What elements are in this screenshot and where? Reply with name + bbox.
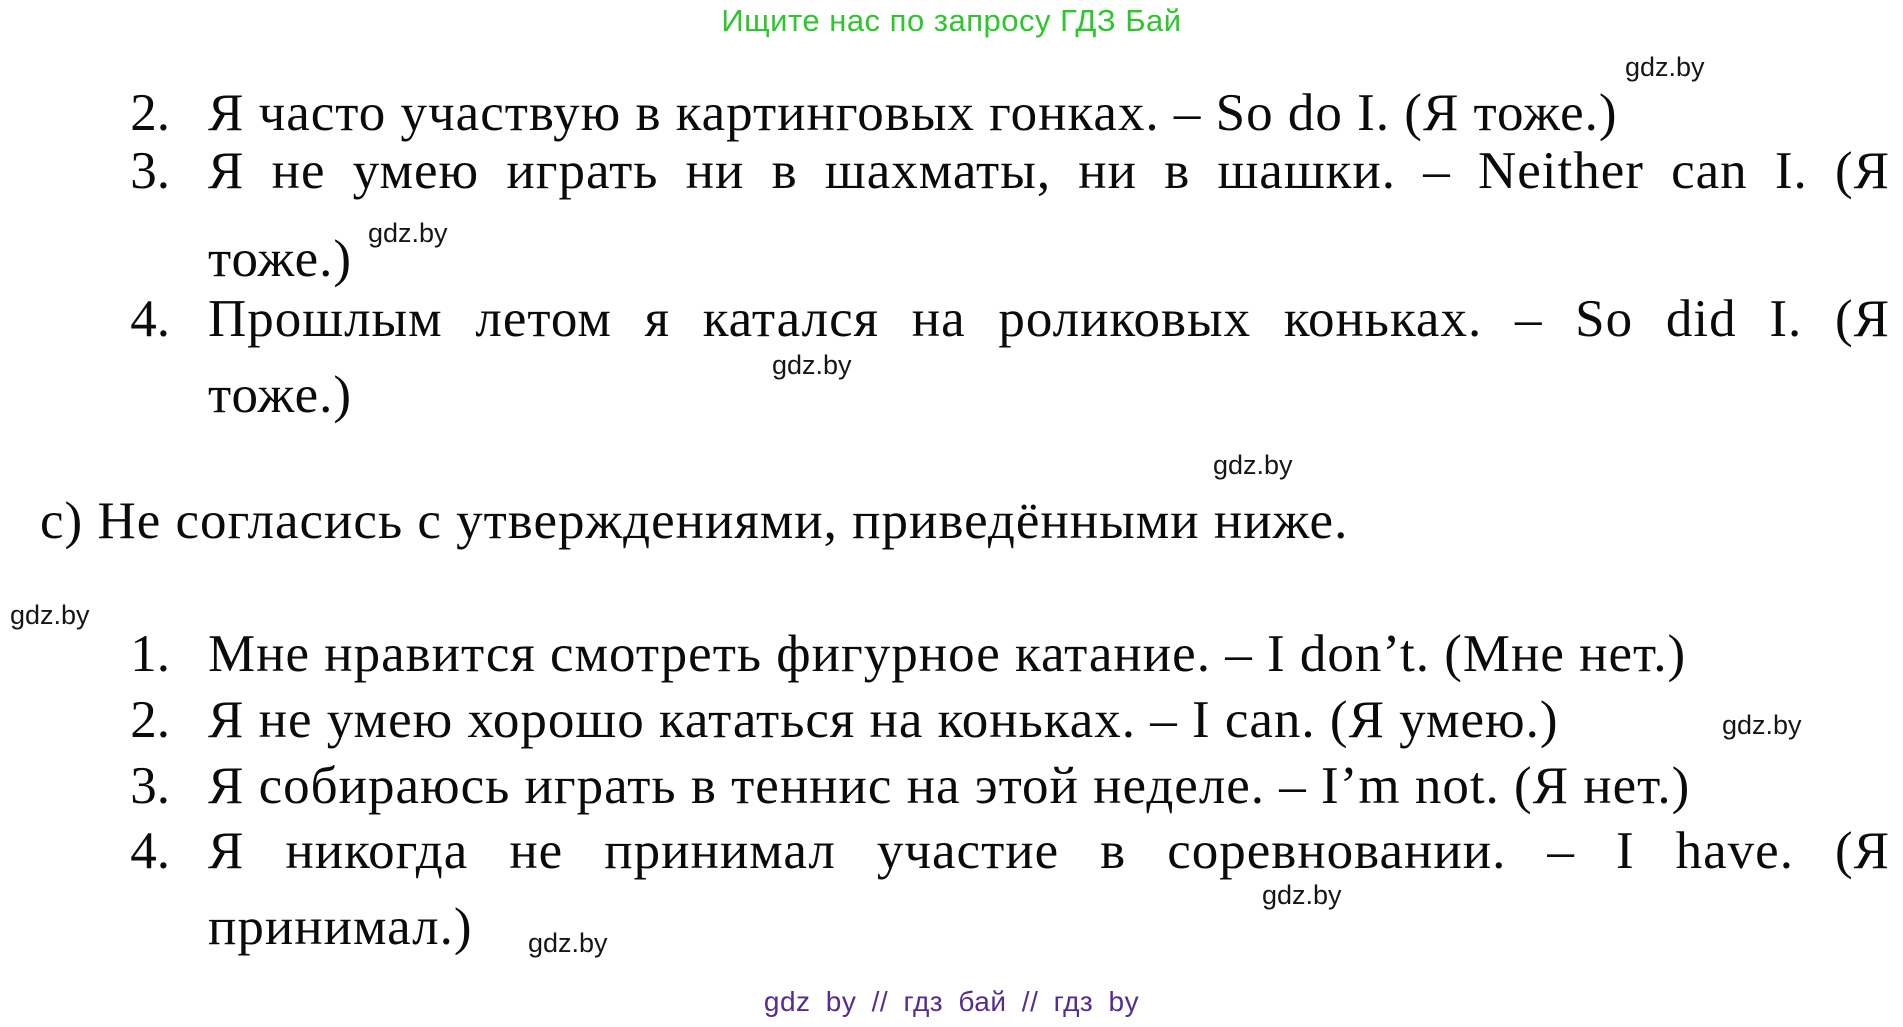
task-c-item-4-line-2: принимал.) xyxy=(208,898,473,956)
task-b-item-3-number: 3. xyxy=(130,142,170,200)
task-c-item-2-number: 2. xyxy=(130,691,170,749)
task-b-item-2-number: 2. xyxy=(130,84,170,142)
task-c-item-1-text: Мне нравится смотреть фигурное катание. – I don’t. (Мне нет.) xyxy=(208,625,1687,683)
gdz-watermark: gdz.by xyxy=(1722,710,1802,740)
task-b-item-4-line-2: тоже.) xyxy=(208,366,352,424)
gdz-watermark: gdz.by xyxy=(528,928,608,958)
task-c-item-3-number: 3. xyxy=(130,757,170,815)
gdz-watermark: gdz.by xyxy=(772,350,852,380)
task-b-item-2-text: Я часто участвую в картинговых гонках. – So do I. (Я тоже.) xyxy=(208,84,1618,142)
task-b-item-4-line-1: Прошлым летом я катался на роликовых коньках. – So did I. (Я xyxy=(208,290,1890,348)
gdz-watermark: gdz.by xyxy=(1625,52,1705,82)
promo-banner-text: Ищите нас по запросу ГДЗ Бай xyxy=(721,3,1182,38)
task-c-item-4-line-1: Я никогда не принимал участие в соревновании. – I have. (Я xyxy=(208,822,1890,880)
gdz-watermark: gdz.by xyxy=(1262,880,1342,910)
section-c-label: c) xyxy=(40,492,84,550)
task-c-item-2-text: Я не умею хорошо кататься на коньках. – I can. (Я умею.) xyxy=(208,691,1559,749)
footer-keywords: gdz by // гдз бай // гдз by xyxy=(763,986,1140,1017)
section-c-header xyxy=(40,492,1348,551)
task-c-item-3-text: Я собираюсь играть в теннис на этой неделе. – I’m not. (Я нет.) xyxy=(208,757,1691,815)
gdz-watermark: gdz.by xyxy=(368,218,448,248)
task-c-item-4-number: 4. xyxy=(130,822,170,880)
gdz-watermark: gdz.by xyxy=(1213,450,1293,480)
task-b-item-3-line-1: Я не умею играть ни в шахматы, ни в шашки. – Neither can I. (Я xyxy=(208,142,1890,200)
section-c-title: Не согласись с утверждениями, приведёнными ниже. xyxy=(97,492,1349,550)
task-c-item-1-number: 1. xyxy=(130,625,170,683)
task-b-item-3-line-2: тоже.) xyxy=(208,230,352,288)
task-b-item-4-number: 4. xyxy=(130,290,170,348)
gdz-watermark: gdz.by xyxy=(10,600,90,630)
